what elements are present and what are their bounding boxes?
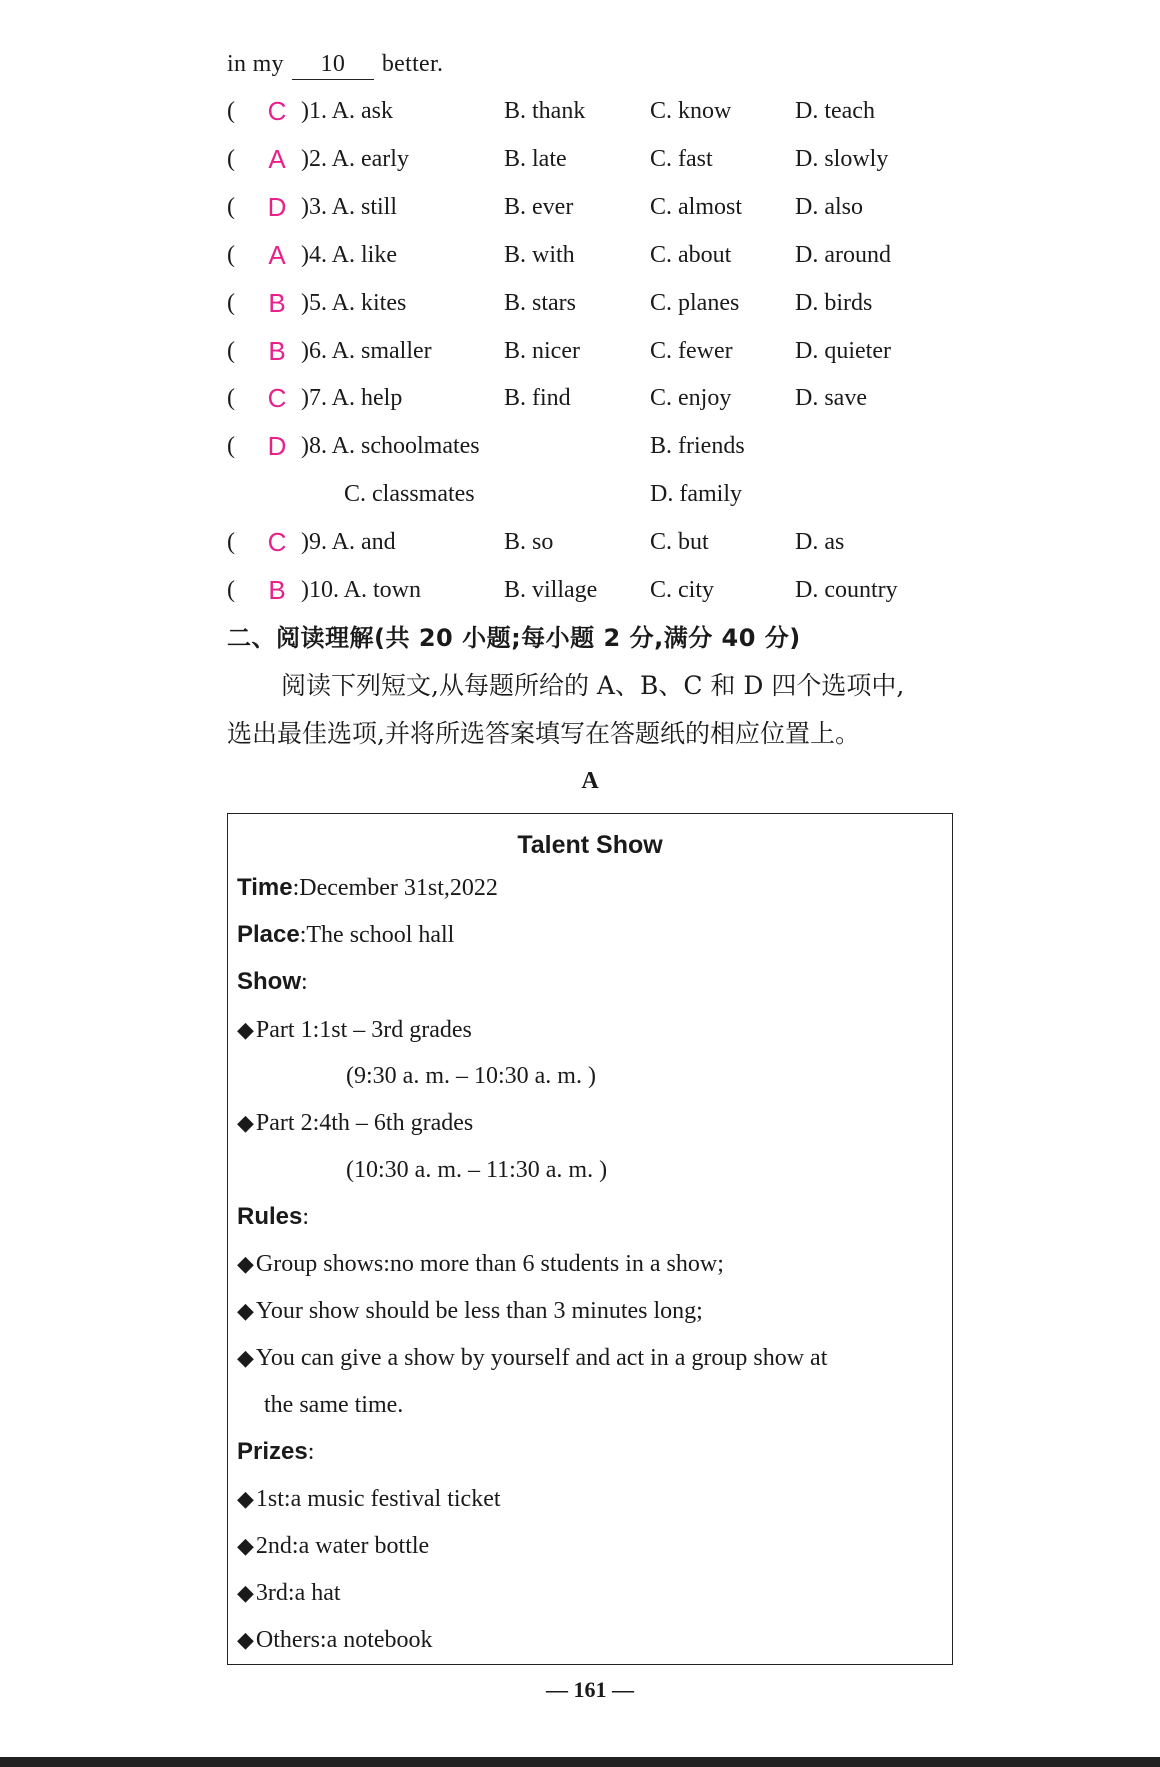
notice-title: Talent Show: [517, 831, 663, 859]
option-c: C. know: [650, 98, 732, 124]
question-number-option-a: )6. A. smaller: [301, 338, 432, 364]
answer-mark: C: [267, 96, 287, 126]
prize-3-line: [237, 1576, 341, 1610]
diamond-bullet-icon: ◆: [237, 1346, 254, 1371]
prize-2-line: [237, 1529, 429, 1563]
paren-open: (: [227, 338, 235, 364]
part2-line: [237, 1106, 473, 1140]
part1-text: Part 1:1st – 3rd grades: [255, 1017, 472, 1043]
option-b: B. late: [504, 146, 567, 172]
question-row-6: [227, 334, 947, 368]
option-c: C. classmates: [344, 481, 475, 507]
option-b: B. stars: [504, 290, 576, 316]
option-d: D. save: [795, 385, 867, 411]
line-prefix: in my: [227, 51, 284, 77]
part2-text: Part 2:4th – 6th grades: [255, 1110, 474, 1136]
blank-10: 10: [292, 49, 374, 80]
question-number-option-a: )4. A. like: [301, 242, 397, 268]
diamond-bullet-icon: ◆: [237, 1628, 254, 1653]
paren-open: (: [227, 146, 235, 172]
paren-open: (: [227, 242, 235, 268]
rule-2-text: Your show should be less than 3 minutes long;: [255, 1298, 703, 1324]
question-row-4: [227, 238, 947, 272]
time-label: Time: [237, 874, 293, 901]
option-b: B. thank: [504, 98, 586, 124]
paren-open: (: [227, 433, 235, 459]
question-row-5: [227, 286, 947, 320]
answer-mark: A: [268, 144, 286, 174]
diamond-bullet-icon: ◆: [237, 1018, 254, 1043]
show-line: [237, 965, 308, 999]
question-number-option-a: )8. A. schoolmates: [301, 433, 480, 459]
question-number-option-a: )2. A. early: [301, 146, 409, 172]
option-c: C. fewer: [650, 338, 733, 364]
option-c: C. almost: [650, 194, 743, 220]
option-c: C. city: [650, 577, 714, 603]
answer-mark: D: [267, 431, 287, 461]
colon: :: [307, 1439, 315, 1465]
diamond-bullet-icon: ◆: [237, 1299, 254, 1324]
question-number-option-a: )1. A. ask: [301, 98, 393, 124]
option-b: B. ever: [504, 194, 574, 220]
prize-4-text: Others:a notebook: [255, 1627, 433, 1653]
option-b: B. find: [504, 385, 571, 411]
prize-2-text: 2nd:a water bottle: [255, 1533, 430, 1559]
option-d: D. birds: [795, 290, 873, 316]
line-suffix: better.: [381, 51, 444, 77]
option-b: B. nicer: [504, 338, 580, 364]
option-c: C. fast: [650, 146, 713, 172]
show-label: Show: [237, 968, 301, 995]
rules-line: [237, 1200, 309, 1234]
part1-line: [237, 1013, 472, 1047]
passage-label: A: [581, 768, 599, 794]
paren-open: (: [227, 529, 235, 555]
place-label: Place: [237, 921, 300, 948]
option-b: B. so: [504, 529, 554, 555]
place-value: :The school hall: [299, 922, 455, 948]
option-d: D. teach: [795, 98, 875, 124]
page-number: — 161 —: [546, 1677, 634, 1702]
answer-mark: C: [267, 527, 287, 557]
part2-time: (10:30 a. m. – 11:30 a. m. ): [346, 1157, 608, 1183]
answer-mark: D: [267, 192, 287, 222]
diamond-bullet-icon: ◆: [237, 1581, 254, 1606]
question-number-option-a: )7. A. help: [301, 385, 403, 411]
question-row-1: [227, 94, 947, 128]
answer-mark: B: [268, 336, 286, 366]
question-row-8: [227, 429, 947, 463]
question-row-10: [227, 573, 947, 607]
question-row-8-continued: [227, 477, 947, 511]
diamond-bullet-icon: ◆: [237, 1487, 254, 1512]
time-line: [237, 871, 498, 905]
prize-1-line: [237, 1482, 501, 1516]
rule-1-line: [237, 1247, 724, 1281]
prize-4-line: [237, 1623, 433, 1657]
paren-open: (: [227, 98, 235, 124]
option-d: D. slowly: [795, 146, 889, 172]
paren-open: (: [227, 385, 235, 411]
section-heading: 二、阅读理解(共 20 小题;每小题 2 分,满分 40 分): [227, 624, 801, 652]
paren-open: (: [227, 194, 235, 220]
question-number-option-a: )5. A. kites: [301, 290, 407, 316]
option-b: B. village: [504, 577, 598, 603]
bottom-edge-bar: [0, 1757, 1160, 1767]
answer-mark: A: [268, 240, 286, 270]
rule-3-text: You can give a show by yourself and act in a group show at: [255, 1345, 828, 1371]
rule-2-line: [237, 1294, 703, 1328]
option-c: C. about: [650, 242, 732, 268]
rule-1-text: Group shows:no more than 6 students in a show;: [255, 1251, 724, 1277]
question-number-option-a: )9. A. and: [301, 529, 396, 555]
paren-open: (: [227, 577, 235, 603]
option-b: B. friends: [650, 433, 745, 459]
question-row-7: [227, 381, 947, 415]
question-number-option-a: )3. A. still: [301, 194, 398, 220]
option-d: D. also: [795, 194, 863, 220]
part1-time: (9:30 a. m. – 10:30 a. m. ): [346, 1063, 596, 1089]
option-d: D. quieter: [795, 338, 891, 364]
answer-mark: C: [267, 383, 287, 413]
question-row-2: [227, 142, 947, 176]
prizes-line: [237, 1435, 314, 1469]
instruction-line-1: 阅读下列短文,从每题所给的 A、B、C 和 D 四个选项中,: [281, 671, 905, 700]
question-row-9: [227, 525, 947, 559]
rules-label: Rules: [237, 1203, 303, 1230]
option-b: B. with: [504, 242, 575, 268]
instruction-line-2: 选出最佳选项,并将所选答案填写在答题纸的相应位置上。: [227, 719, 860, 748]
option-c: C. planes: [650, 290, 740, 316]
option-c: C. but: [650, 529, 709, 555]
diamond-bullet-icon: ◆: [237, 1111, 254, 1136]
rule-3-line: [237, 1341, 827, 1375]
option-d: D. around: [795, 242, 891, 268]
diamond-bullet-icon: ◆: [237, 1252, 254, 1277]
answer-mark: B: [268, 575, 286, 605]
talent-show-notice: [227, 813, 953, 1665]
time-value: :December 31st,2022: [292, 875, 498, 901]
diamond-bullet-icon: ◆: [237, 1534, 254, 1559]
prize-3-text: 3rd:a hat: [255, 1580, 341, 1606]
question-row-3: [227, 190, 947, 224]
place-line: [237, 918, 454, 952]
paren-open: (: [227, 290, 235, 316]
question-number-option-a: )10. A. town: [301, 577, 421, 603]
option-c: C. enjoy: [650, 385, 732, 411]
prizes-label: Prizes: [237, 1438, 308, 1465]
prize-1-text: 1st:a music festival ticket: [255, 1486, 501, 1512]
rule-3-continued: the same time.: [264, 1392, 404, 1418]
option-d: D. family: [650, 481, 742, 507]
option-d: D. country: [795, 577, 898, 603]
colon: :: [301, 969, 308, 995]
colon: :: [302, 1204, 310, 1230]
passage-ending-line: [227, 47, 443, 81]
option-d: D. as: [795, 529, 845, 555]
answer-mark: B: [268, 288, 286, 318]
